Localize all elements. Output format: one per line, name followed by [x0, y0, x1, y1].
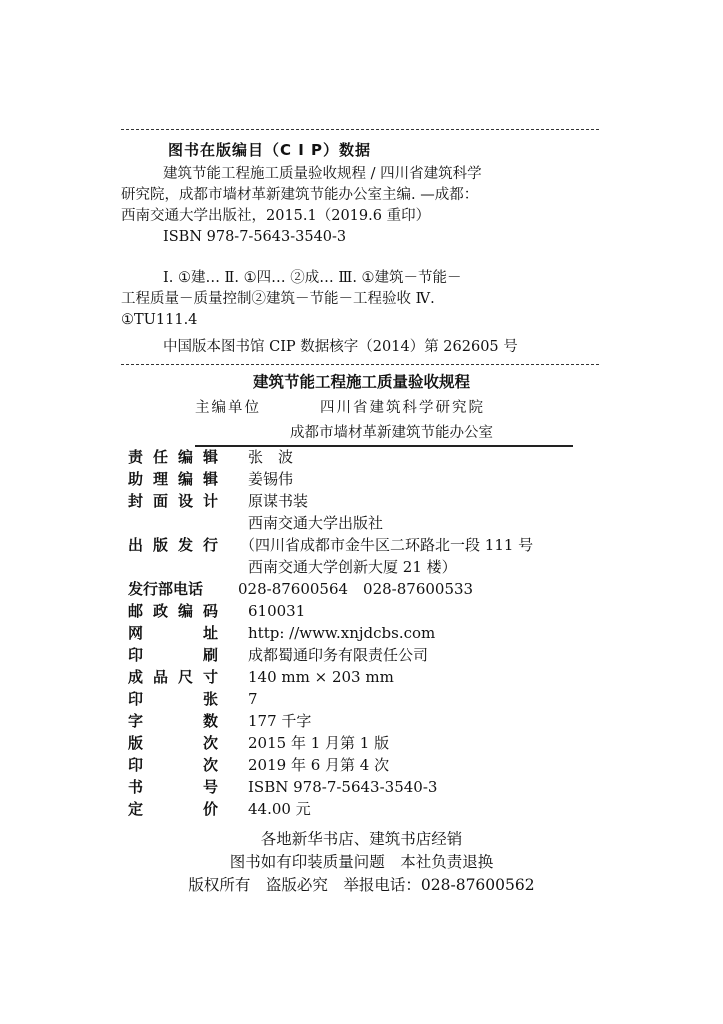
info-label: 网 址 — [128, 624, 218, 642]
cip-title: 图书在版编目（C I P）数据 — [168, 141, 372, 159]
info-label: 成 品 尺 寸 — [128, 668, 218, 686]
footer-line: 各地新华书店、建筑书店经销 — [260, 830, 463, 848]
info-value: 原谋书装 — [248, 492, 309, 510]
info-row — [128, 776, 608, 798]
info-label: 印 张 — [128, 690, 218, 708]
top-dashed-divider — [121, 129, 599, 130]
cip-class-line: 工程质量－质量控制②建筑－节能－工程验收 Ⅳ. — [121, 291, 435, 307]
info-value: http: //www.xnjdcbs.com — [248, 624, 436, 642]
info-row — [128, 512, 608, 534]
info-value: 610031 — [248, 602, 306, 620]
info-row — [128, 644, 608, 666]
info-value: 44.00 元 — [248, 800, 311, 818]
info-label: 字 数 — [128, 712, 218, 730]
info-row — [128, 732, 608, 754]
cip-record — [121, 164, 599, 358]
editor-block — [195, 396, 573, 447]
info-value: （四川省成都市金牛区二环路北一段 111 号 — [240, 536, 534, 554]
info-row — [128, 710, 608, 732]
info-label: 印 次 — [128, 756, 218, 774]
info-label: 发行部电话 — [128, 580, 204, 598]
info-label: 版 次 — [128, 734, 218, 752]
info-value: 2015 年 1 月第 1 版 — [248, 734, 390, 752]
book-title: 建筑节能工程施工质量验收规程 — [252, 373, 470, 391]
info-row — [128, 622, 608, 644]
info-row — [128, 666, 608, 688]
bottom-dashed-divider — [121, 364, 599, 365]
info-value: 2019 年 6 月第 4 次 — [248, 756, 390, 774]
editor-label: 主编单位 — [195, 400, 261, 416]
footer-notice — [0, 828, 723, 897]
info-row — [128, 754, 608, 776]
info-value: 西南交通大学出版社 — [248, 514, 384, 532]
cip-line: 建筑节能工程施工质量验收规程 / 四川省建筑科学 — [163, 166, 482, 182]
info-value: 7 — [248, 690, 258, 708]
info-row — [128, 600, 608, 622]
info-label: 助 理 编 辑 — [128, 470, 218, 488]
info-row — [128, 490, 608, 512]
info-row — [128, 798, 608, 820]
info-label: 印 刷 — [128, 646, 218, 664]
info-value: 张 波 — [248, 448, 294, 466]
info-row — [128, 556, 608, 578]
info-value: 姜锡伟 — [248, 470, 294, 488]
info-label: 出 版 发 行 — [128, 536, 218, 554]
info-value: 成都蜀通印务有限责任公司 — [248, 646, 429, 664]
cip-block — [121, 129, 599, 365]
info-value: ISBN 978-7-5643-3540-3 — [248, 778, 438, 796]
footer-line: 版权所有 盗版必究 举报电话：028-87600562 — [188, 876, 535, 894]
info-label: 责 任 编 辑 — [128, 448, 218, 466]
cip-class-line: Ⅰ. ①建… Ⅱ. ①四… ②成… Ⅲ. ①建筑－节能－ — [163, 270, 462, 286]
cip-class-line: ①TU111.4 — [121, 312, 198, 328]
cip-line: 研究院，成都市墙材革新建筑节能办公室主编. —成都： — [121, 187, 479, 203]
info-row — [128, 688, 608, 710]
info-value: 西南交通大学创新大厦 21 楼） — [248, 558, 457, 576]
info-row — [128, 534, 608, 556]
cip-isbn: ISBN 978-7-5643-3540-3 — [163, 229, 347, 245]
info-row — [128, 578, 608, 600]
info-value: 028-87600564 028-87600533 — [238, 580, 474, 598]
publication-info — [128, 446, 608, 820]
cip-line: 西南交通大学出版社，2015.1（2019.6 重印） — [121, 208, 431, 224]
editor-org-1: 四川省建筑科学研究院 — [320, 400, 485, 416]
info-label: 封 面 设 计 — [128, 492, 218, 510]
footer-line: 图书如有印装质量问题 本社负责退换 — [229, 853, 494, 871]
info-label: 书 号 — [128, 778, 218, 796]
info-row — [128, 468, 608, 490]
info-row — [128, 446, 608, 468]
info-label: 定 价 — [128, 800, 218, 818]
cip-verification: 中国版本图书馆 CIP 数据核字（2014）第 262605 号 — [163, 339, 518, 355]
info-value: 140 mm × 203 mm — [248, 668, 394, 686]
info-label: 邮 政 编 码 — [128, 602, 218, 620]
editor-org-2: 成都市墙材革新建筑节能办公室 — [195, 421, 573, 447]
info-value: 177 千字 — [248, 712, 312, 730]
